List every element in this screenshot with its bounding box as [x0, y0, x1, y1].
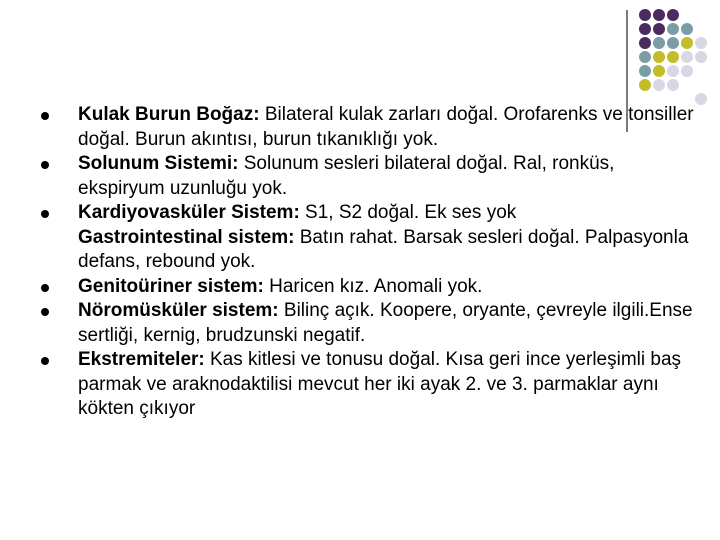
dot-lavender — [695, 37, 707, 49]
bullet-icon — [41, 112, 49, 120]
item-heading: Solunum Sistemi: — [78, 153, 239, 174]
dot-teal — [667, 37, 679, 49]
item-heading: Genitoüriner sistem: — [78, 275, 264, 297]
item-heading: Kardiyovasküler Sistem: — [78, 202, 300, 223]
list-item-neuromuscular — [40, 299, 700, 348]
item-text — [78, 275, 700, 300]
item-heading: Kulak Burun Boğaz: — [78, 104, 260, 125]
item-text — [78, 103, 700, 152]
item-body-2: Batın rahat. Barsak sesleri doğal. Palpasyonla defans, rebound yok. — [78, 226, 689, 272]
dot-purple — [653, 23, 665, 35]
bullet-icon — [41, 210, 49, 218]
item-body: S1, S2 doğal. Ek ses yok — [299, 202, 517, 223]
item-text-2 — [78, 226, 700, 275]
list-item-cardio-gi — [40, 201, 700, 275]
bullet-icon — [41, 308, 49, 316]
dot-teal — [639, 65, 651, 77]
item-text — [78, 299, 700, 348]
dot-olive — [653, 51, 665, 63]
dot-purple — [639, 37, 651, 49]
dot-teal — [639, 51, 651, 63]
item-text — [78, 152, 700, 201]
dot-olive — [653, 65, 665, 77]
bullet-icon — [41, 161, 49, 169]
dot-olive — [639, 79, 651, 91]
dot-lavender — [681, 51, 693, 63]
list-item-genitourinary — [40, 275, 700, 300]
dot-purple — [639, 9, 651, 21]
dot-purple — [639, 23, 651, 35]
bullet-icon — [41, 357, 49, 365]
list-item-ent — [40, 103, 700, 152]
item-text — [78, 348, 700, 422]
dot-teal — [653, 37, 665, 49]
dot-teal — [681, 23, 693, 35]
item-heading: Ekstremiteler: — [78, 349, 205, 370]
dot-olive — [667, 51, 679, 63]
item-heading-2: Gastrointestinal sistem: — [78, 226, 295, 248]
dot-teal — [667, 23, 679, 35]
dot-lavender — [667, 79, 679, 91]
dot-lavender — [695, 51, 707, 63]
dot-lavender — [653, 79, 665, 91]
item-body: Haricen kız. Anomali yok. — [263, 275, 483, 297]
list-item-extremities — [40, 348, 700, 422]
dot-purple — [667, 9, 679, 21]
item-heading: Nöromüsküler sistem: — [78, 300, 279, 321]
exam-findings-list — [40, 103, 700, 422]
list-item-respiratory — [40, 152, 700, 201]
bullet-icon — [41, 284, 49, 292]
item-body: Bilateral kulak zarları doğal. Orofarenks ve tonsiller doğal. Burun akıntısı, burun tıkanıklığı yok. — [78, 104, 694, 150]
dot-purple — [653, 9, 665, 21]
dot-lavender — [667, 65, 679, 77]
dot-olive — [681, 37, 693, 49]
dot-lavender — [681, 65, 693, 77]
item-body: Bilinç açık. Koopere, oryante, çevreyle ilgili.Ense sertliği, kernig, brudzunski negatif. — [78, 300, 693, 346]
item-body: Kas kitlesi ve tonusu doğal. Kısa geri ince yerleşimli baş parmak ve araknodaktilisi mevcut her iki ayak 2. ve 3. parmaklar aynı kökten çıkıyor — [78, 349, 682, 419]
item-text — [78, 201, 700, 226]
item-body: Solunum sesleri bilateral doğal. Ral, ronküs, ekspiryum uzunluğu yok. — [78, 153, 615, 199]
